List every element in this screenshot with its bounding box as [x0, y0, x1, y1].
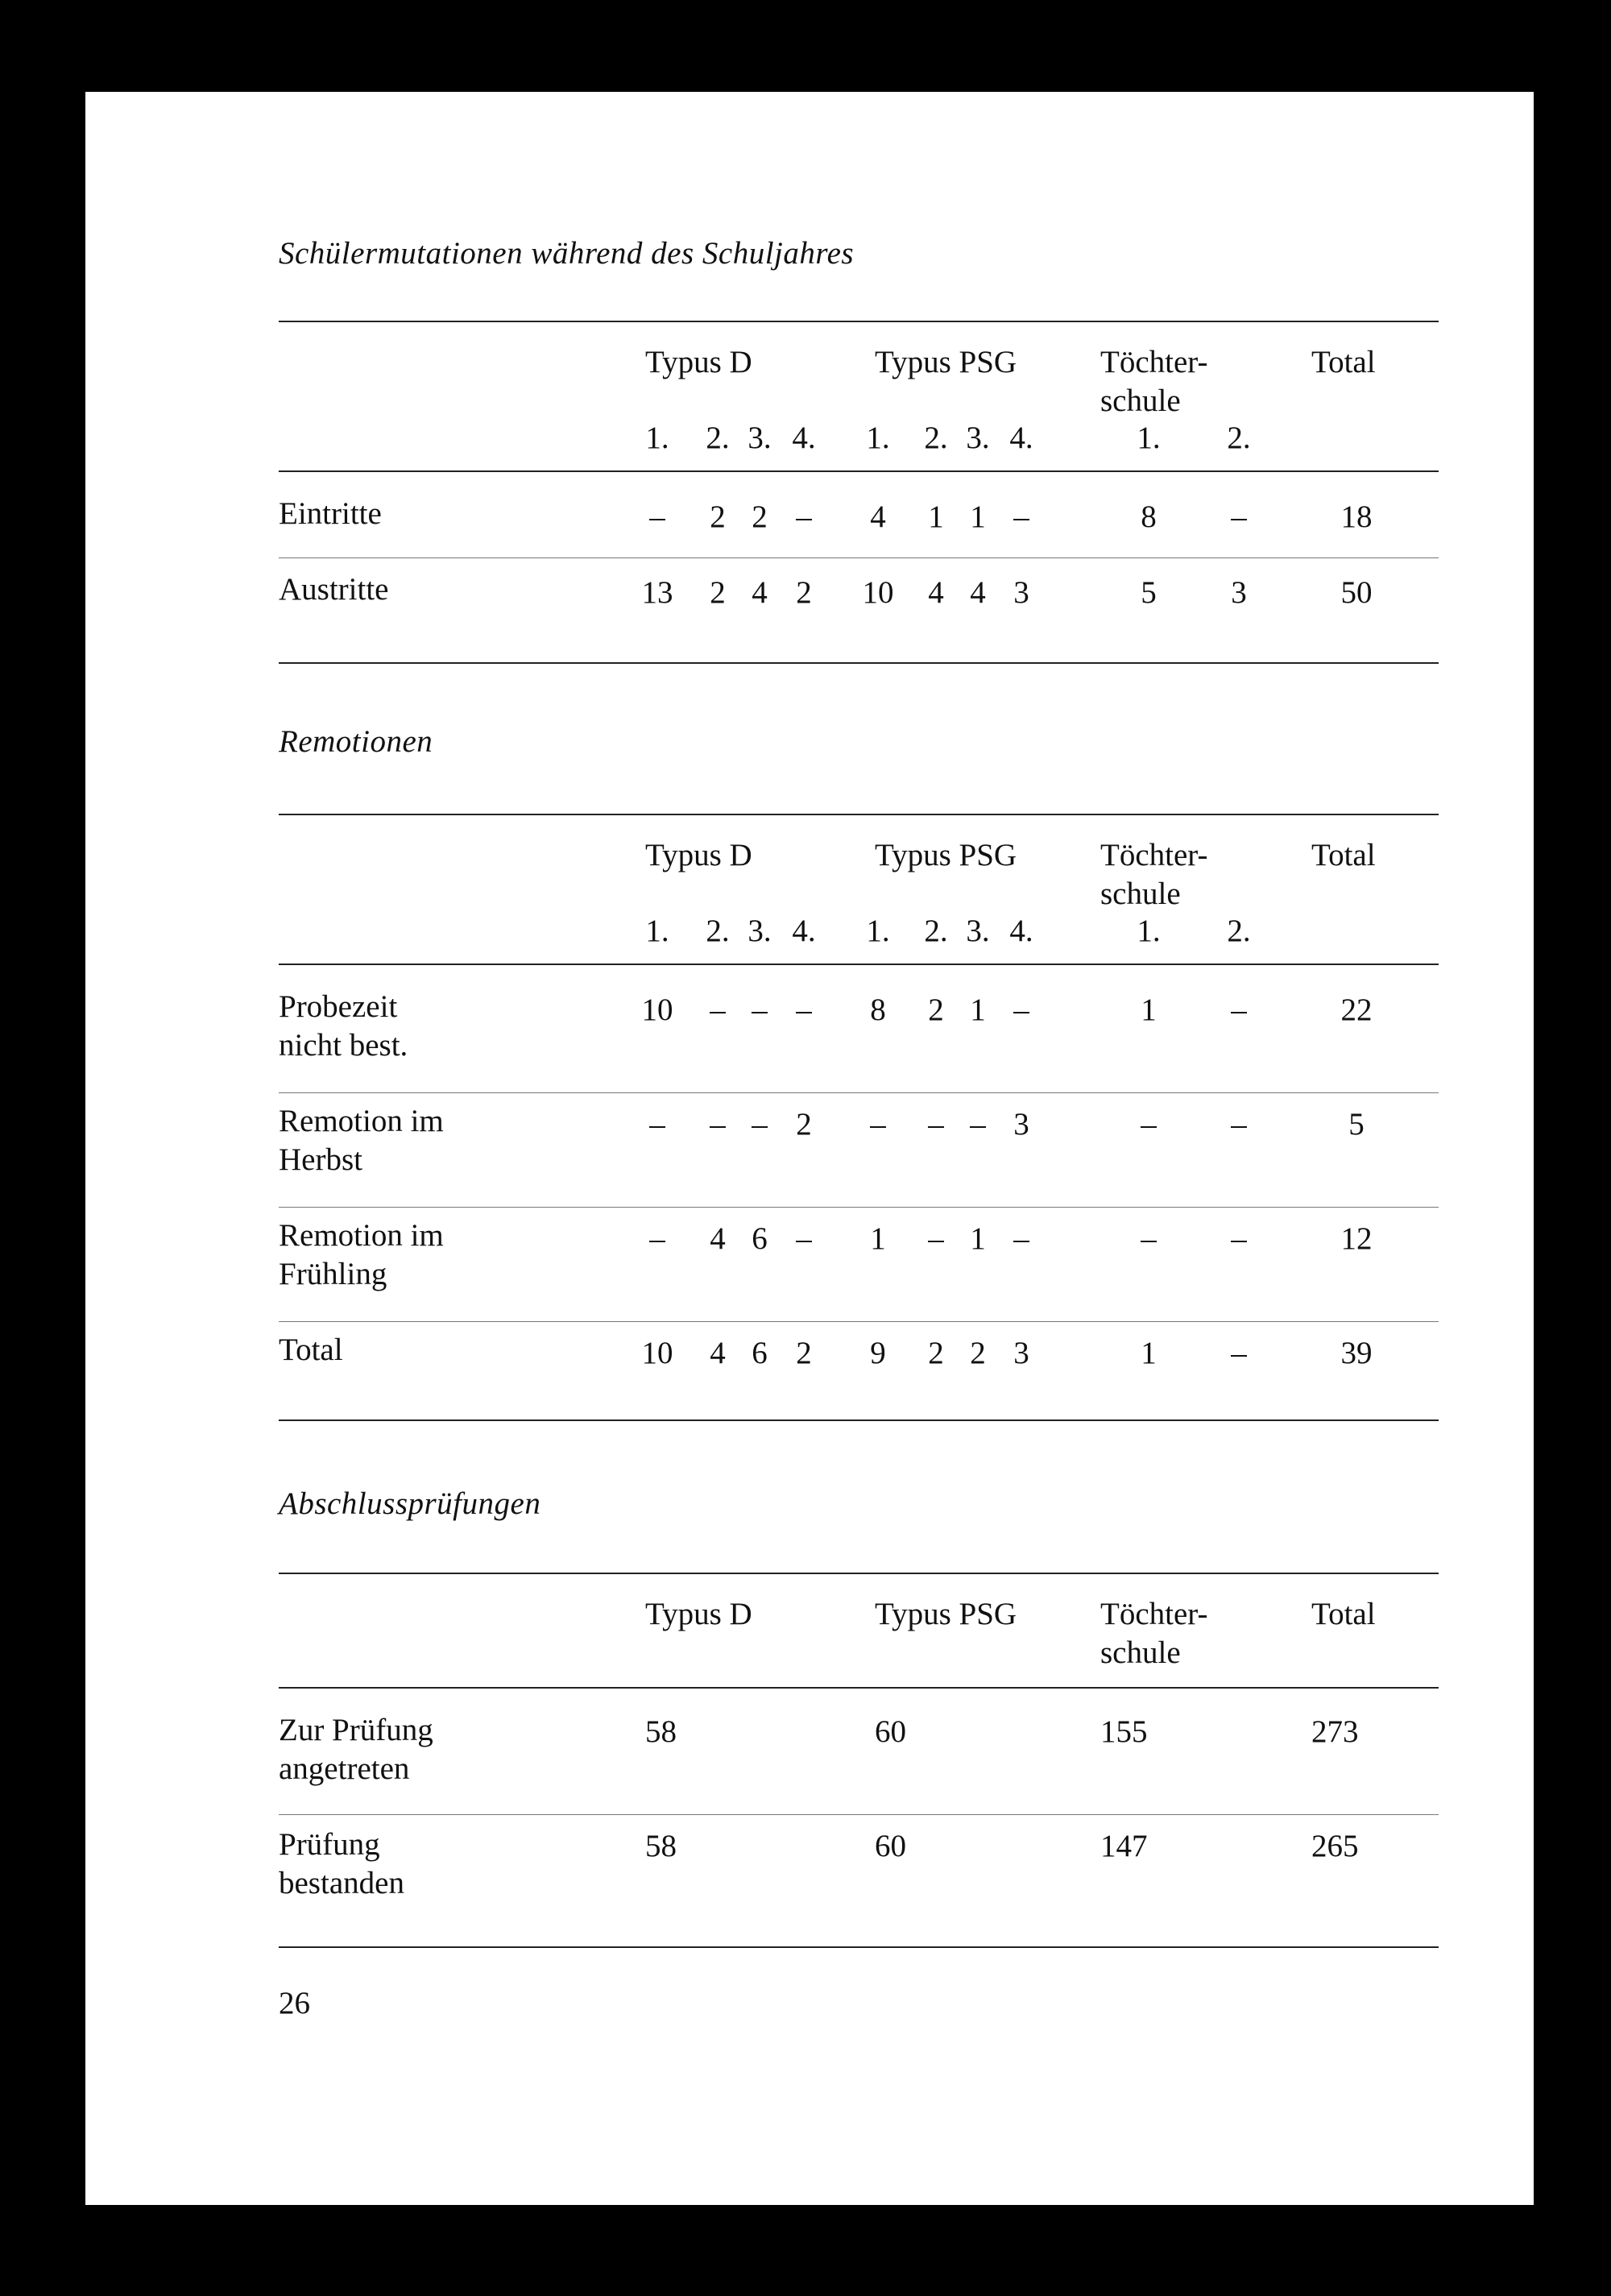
- header-class-d-3: 3.: [748, 914, 772, 948]
- header-class-d-1: 1.: [645, 914, 669, 948]
- table-cell: –: [928, 1107, 944, 1142]
- table-cell: 58: [645, 1829, 677, 1863]
- header-rule: [279, 1687, 1439, 1689]
- table-cell: 6: [752, 1336, 768, 1370]
- table-cell: 5: [1141, 575, 1157, 610]
- table-cell: 3: [1013, 1107, 1029, 1142]
- table-cell: 2: [796, 1107, 812, 1142]
- header-class-psg-4: 4.: [1009, 421, 1033, 455]
- table-cell: 3: [1013, 1336, 1029, 1370]
- table-cell: –: [1231, 1221, 1247, 1256]
- header-class-d-2: 2.: [706, 914, 730, 948]
- table-cell: 2: [752, 499, 768, 534]
- header-rule: [279, 964, 1439, 965]
- row-label: Probezeit: [279, 989, 398, 1024]
- header-class-d-2: 2.: [706, 421, 730, 455]
- table-cell: 39: [1340, 1336, 1373, 1370]
- row-label: Total: [279, 1332, 343, 1367]
- table-cell: 1: [1141, 993, 1157, 1027]
- table-cell: –: [649, 1221, 665, 1256]
- table-cell: –: [1231, 499, 1247, 534]
- table-cell: 155: [1100, 1714, 1148, 1749]
- table-cell: –: [796, 499, 812, 534]
- header-total: Total: [1311, 838, 1376, 872]
- table-cell: 4: [970, 575, 986, 610]
- table-cell: –: [1141, 1107, 1157, 1142]
- table-cell: –: [1013, 499, 1029, 534]
- header-class-t-2: 2.: [1227, 914, 1251, 948]
- table-cell: 2: [710, 575, 726, 610]
- header-schule: schule: [1100, 877, 1181, 911]
- table-cell: 147: [1100, 1829, 1148, 1863]
- header-class-d-3: 3.: [748, 421, 772, 455]
- header-typus-psg: Typus PSG: [875, 838, 1017, 872]
- table-cell: 1: [970, 499, 986, 534]
- header-class-d-4: 4.: [792, 421, 816, 455]
- table-cell: 4: [870, 499, 886, 534]
- header-class-t-1: 1.: [1137, 914, 1161, 948]
- table-cell: 1: [928, 499, 944, 534]
- table-cell: 1: [1141, 1336, 1157, 1370]
- table-cell: 8: [1141, 499, 1157, 534]
- row-divider: [279, 1207, 1439, 1208]
- table-cell: 1: [970, 993, 986, 1027]
- header-class-d-4: 4.: [792, 914, 816, 948]
- table-cell: 60: [875, 1714, 906, 1749]
- table-cell: 3: [1013, 575, 1029, 610]
- table-cell: 18: [1340, 499, 1373, 534]
- header-class-t-1: 1.: [1137, 421, 1161, 455]
- table-cell: –: [649, 499, 665, 534]
- header-total: Total: [1311, 345, 1376, 379]
- row-label-line2: nicht best.: [279, 1028, 408, 1063]
- row-label: Remotion im: [279, 1104, 444, 1138]
- table-cell: –: [710, 1107, 726, 1142]
- table-cell: –: [752, 993, 768, 1027]
- table-cell: 2: [928, 1336, 944, 1370]
- row-label: Eintritte: [279, 496, 382, 531]
- table-cell: –: [752, 1107, 768, 1142]
- table-cell: 10: [641, 1336, 673, 1370]
- header-class-psg-1: 1.: [866, 914, 890, 948]
- table-cell: 50: [1340, 575, 1373, 610]
- row-label-line2: Herbst: [279, 1142, 362, 1177]
- table-cell: –: [796, 1221, 812, 1256]
- table-top-rule: [279, 321, 1439, 322]
- page-content: [279, 92, 1439, 2205]
- row-label: Remotion im: [279, 1218, 444, 1253]
- row-label: Zur Prüfung: [279, 1713, 433, 1747]
- table-cell: 22: [1340, 993, 1373, 1027]
- table-cell: –: [1231, 1336, 1247, 1370]
- header-total: Total: [1311, 1597, 1376, 1631]
- header-typus-psg: Typus PSG: [875, 345, 1017, 379]
- header-typus-d: Typus D: [645, 345, 752, 379]
- header-schule: schule: [1100, 1635, 1181, 1670]
- table-cell: –: [928, 1221, 944, 1256]
- table-cell: 1: [870, 1221, 886, 1256]
- document-page: [85, 92, 1534, 2205]
- header-toechter: Töchter-: [1100, 1597, 1208, 1631]
- table-cell: 2: [970, 1336, 986, 1370]
- row-label-line2: angetreten: [279, 1751, 410, 1786]
- header-class-psg-2: 2.: [924, 421, 948, 455]
- row-label-line2: Frühling: [279, 1257, 387, 1291]
- table-cell: –: [649, 1107, 665, 1142]
- row-label: Austritte: [279, 572, 389, 607]
- header-schule: schule: [1100, 383, 1181, 418]
- table-bottom-rule: [279, 1946, 1439, 1948]
- table-cell: 4: [752, 575, 768, 610]
- table-cell: 1: [970, 1221, 986, 1256]
- header-class-d-1: 1.: [645, 421, 669, 455]
- row-divider: [279, 1321, 1439, 1322]
- table-cell: 5: [1348, 1107, 1365, 1142]
- table-cell: –: [1231, 1107, 1247, 1142]
- header-class-t-2: 2.: [1227, 421, 1251, 455]
- table-cell: 4: [710, 1221, 726, 1256]
- table-cell: 10: [862, 575, 894, 610]
- table-top-rule: [279, 1573, 1439, 1574]
- header-class-psg-2: 2.: [924, 914, 948, 948]
- table-cell: 273: [1311, 1714, 1359, 1749]
- header-typus-d: Typus D: [645, 1597, 752, 1631]
- table-cell: –: [1231, 993, 1247, 1027]
- table-bottom-rule: [279, 1419, 1439, 1421]
- table-cell: 13: [641, 575, 673, 610]
- table-top-rule: [279, 814, 1439, 815]
- header-toechter: Töchter-: [1100, 838, 1208, 872]
- header-typus-d: Typus D: [645, 838, 752, 872]
- table-bottom-rule: [279, 662, 1439, 664]
- table-cell: –: [1013, 993, 1029, 1027]
- row-divider: [279, 1814, 1439, 1815]
- header-class-psg-4: 4.: [1009, 914, 1033, 948]
- header-class-psg-3: 3.: [966, 914, 990, 948]
- table-cell: –: [970, 1107, 986, 1142]
- row-label-line2: bestanden: [279, 1866, 404, 1900]
- section-title-abschlusspruefungen: Abschlussprüfungen: [279, 1486, 541, 1521]
- table-cell: 9: [870, 1336, 886, 1370]
- header-class-psg-1: 1.: [866, 421, 890, 455]
- table-cell: 3: [1231, 575, 1247, 610]
- header-typus-psg: Typus PSG: [875, 1597, 1017, 1631]
- header-rule: [279, 470, 1439, 472]
- table-cell: 12: [1340, 1221, 1373, 1256]
- header-toechter: Töchter-: [1100, 345, 1208, 379]
- table-cell: 265: [1311, 1829, 1359, 1863]
- row-label: Prüfung: [279, 1827, 380, 1862]
- header-class-psg-3: 3.: [966, 421, 990, 455]
- section-title-mutationen: Schülermutationen während des Schuljahres: [279, 236, 855, 271]
- table-cell: 6: [752, 1221, 768, 1256]
- table-cell: 2: [928, 993, 944, 1027]
- row-divider: [279, 1092, 1439, 1093]
- section-title-remotionen: Remotionen: [279, 724, 433, 759]
- page-number: 26: [279, 1986, 310, 2020]
- table-cell: –: [796, 993, 812, 1027]
- table-cell: 4: [928, 575, 944, 610]
- table-cell: 2: [710, 499, 726, 534]
- table-cell: 4: [710, 1336, 726, 1370]
- table-cell: –: [1141, 1221, 1157, 1256]
- table-cell: 10: [641, 993, 673, 1027]
- table-cell: –: [870, 1107, 886, 1142]
- table-cell: 2: [796, 575, 812, 610]
- table-cell: 8: [870, 993, 886, 1027]
- row-divider: [279, 557, 1439, 558]
- table-cell: –: [1013, 1221, 1029, 1256]
- table-cell: –: [710, 993, 726, 1027]
- table-cell: 58: [645, 1714, 677, 1749]
- table-cell: 2: [796, 1336, 812, 1370]
- table-cell: 60: [875, 1829, 906, 1863]
